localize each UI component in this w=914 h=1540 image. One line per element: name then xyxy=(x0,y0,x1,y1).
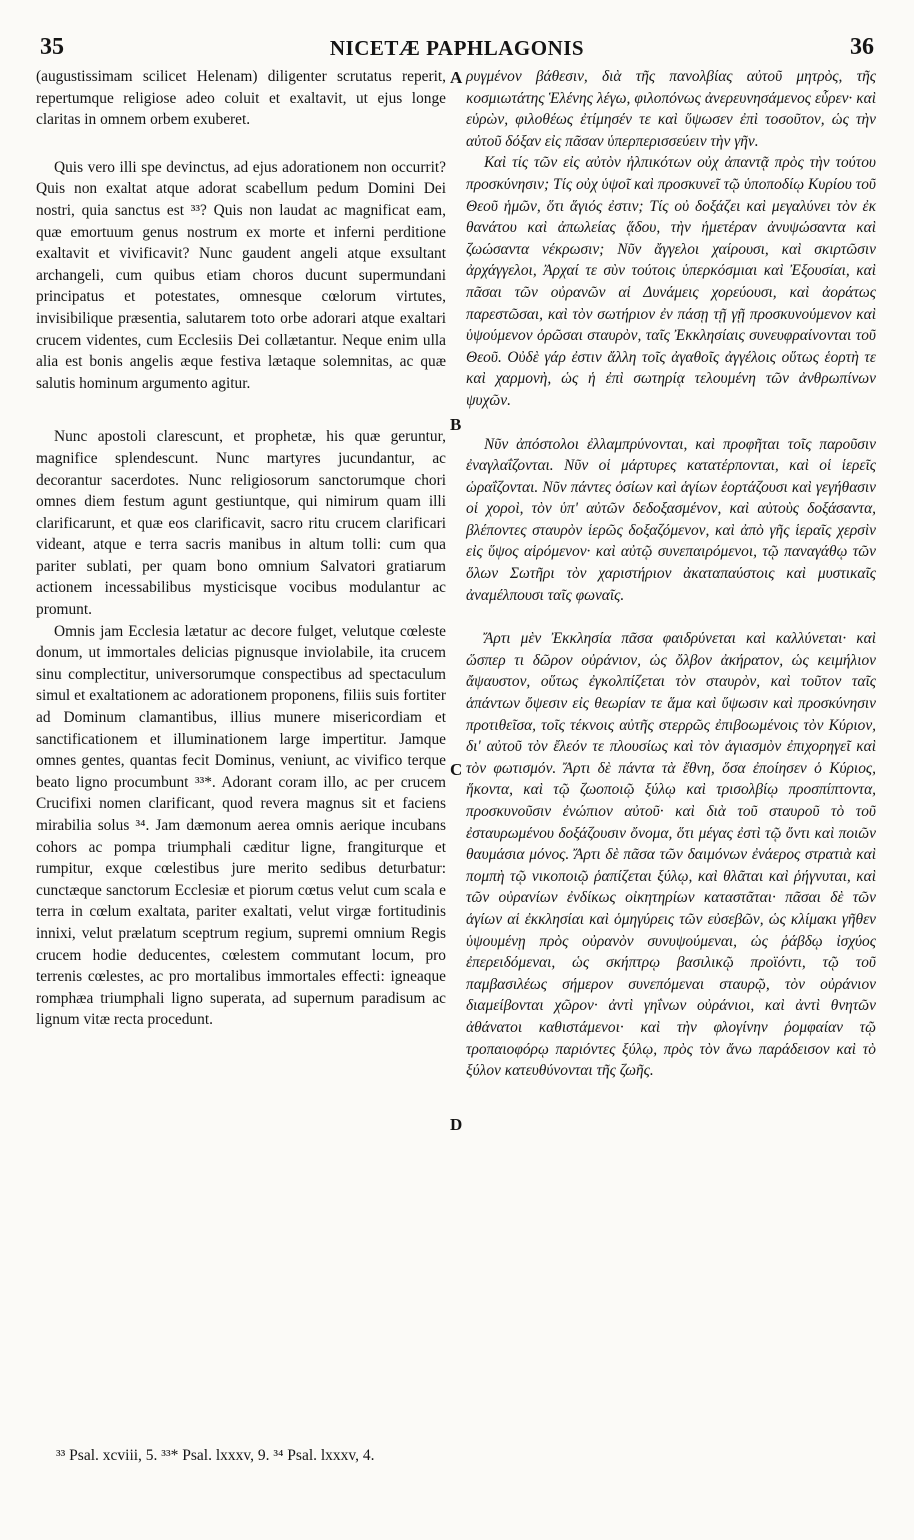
greek-paragraph-2: Καὶ τίς τῶν εἰς αὐτὸν ἠλπικότων οὐχ ἀπαντᾷ πρὸς τὴν τούτου προσκύνησιν; Τίς οὐχ ὑψοῖ καὶ προσκυνεῖ τῷ ὑποποδίῳ Κυρίου τοῦ Θεοῦ ἡμῶν, ὅτι ἅγιός ἐστιν; Τίς οὐ δοξάζει καὶ μεγαλύνει τὸν ἐκ θανάτου καὶ ἀπωλείας ᾅδου, τὴν ἡμετέραν ἀνυψώσαντα καὶ ζωώσαντα νέκρωσιν; Νῦν ἄγγελοι χαίρουσι, καὶ σκιρτῶσιν ἀρχάγγελοι, Ἀρχαί τε σὺν τούτοις ὑπερκόσμιαι καὶ Ἐξουσίαι, καὶ πᾶσαι τῶν οὐρανῶν αἱ Δυνάμεις χορεύουσι, καὶ ἀοράτως παρεστῶσαι, καὶ τὸν σωτήριον ἐν πάσῃ τῇ γῇ προσκυνούμενον καὶ ὑψούμενον ὁρῶσαι σταυρὸν, ταῖς Ἐκκλησίαις συνευφραίνονται τοῦ Θεοῦ. Οὐδὲ γάρ ἐστιν ἄλλη τοῖς ἀγαθοῖς ἀγγέλοις οὕτως ἑορτὴ τε καὶ χαρμονὴ, ὡς ἡ ἐπὶ σωτηρίᾳ τελουμένη τῶν ἀνθρωπίνων ψυχῶν. xyxy=(466,154,876,409)
page-header xyxy=(40,34,874,64)
greek-paragraph-3: Νῦν ἀπόστολοι ἐλλαμπρύνονται, καὶ προφῆται τοῖς παροῦσιν ἐναγλαΐζονται. Νῦν οἱ μάρτυρες κατατέρπονται, καὶ οἱ ἱερεῖς ὡραΐζονται. Νῦν πάντες ὁσίων καὶ ἁγίων ἑορτάζουσι καὶ γεγήθασιν οἱ χοροὶ, τὸν ὑπ' αὐτῶν δεδοξασμένον, καὶ αὐτοὺς δοξάσαντα, βλέποντες σταυρὸν ἱερῶς δοξαζόμενον, καὶ ἀπὸ γῆς ἱεραῖς χερσὶν εἰς ὕψος αἱρόμενον· καὶ αὐτῷ συνεπαιρόμενοι, τῷ παναγάθῳ τῶν ὅλων Σωτῆρι τὸν χαριστήριον ἀκαταπαύστοις καὶ μυστικαῖς ἀναμέλπουσι ταῖς φωναῖς. xyxy=(466,435,876,604)
latin-paragraph-4: Omnis jam Ecclesia lætatur ac decore fulget, velutque cœleste donum, ut immortales delicias pignusque inviolabile, ita crucem sinu complectitur, universorumque conspectibus ad spectaculum simul et exaltationem ac adorationem proponens, filiis suis fortiter ad Dominum clamantibus, illius munere misericordiam et sanctificationem et illuminationem large impertitur. Jamque omnes gentes, quantas fecit Dominus, veniunt, ac vivifico terque beato ligno procumbunt ³³*. Adorant coram illo, ac per crucem Crucifixi nomen clarificant, quod revera magnus sit et faciens mirabilia solus ³⁴. Jam dæmonum aerea omnis aerique incubans cohors ac pompa triumphali cæditur ligne, frangiturque et rumpitur, exque cœlestibus jure merito sedibus deturbatur: cunctæque sanctorum Ecclesiæ et piorum cœtus velut cum scala e terra in cœlum exaltata, pariter exaltati, velut virgæ fortitudinis innixi, velut prælatum sceptrum regium, supremi omnium Regis crucem hodie deducentes, cœlestem commutant locum, pro terrenis cœlestes, ac pro mortalibus immortales effecti: igneaque romphæa triumphali ligno superata, ad supernum paradisum ac lignum vitæ recta procedunt. xyxy=(36,622,446,1029)
page-number-left: 35 xyxy=(40,34,64,60)
footnotes: ³³ Psal. xcviii, 5. ³³* Psal. lxxxv, 9. ³⁴ Psal. lxxxv, 4. xyxy=(56,1447,375,1464)
margin-marker-b: B xyxy=(450,415,462,434)
latin-paragraph-1: (augustissimam scilicet Helenam) diligenter scrutatus reperit, repertumque religiose adeo coluit et exaltavit, ut ejus longe claritas in omnem orbem exuberet. xyxy=(36,68,446,129)
running-title: NICETÆ PAPHLAGONIS xyxy=(329,36,585,60)
margin-marker-a: A xyxy=(450,68,463,87)
latin-column xyxy=(36,66,446,1031)
greek-paragraph-1: ρυγμένον βάθεσιν, διὰ τῆς πανολβίας αὐτοῦ μητρὸς, τῆς κοσμιωτάτης Ἑλένης λέγω, φιλοπόνως ἀνερευνησάμενος εὗρεν· καὶ εὑρὼν, φιλοθέως ἐτίμησέν τε καὶ ὕψωσεν ἐπὶ τοσοῦτον, ὡς τὴν αὐτοῦ δόξαν εἰς πᾶσαν ὑπερπερισσεύειν τὴν γῆν. xyxy=(466,68,876,150)
greek-paragraph-4: Ἄρτι μὲν Ἐκκλησία πᾶσα φαιδρύνεται καὶ καλλύνεται· καὶ ὥσπερ τι δῶρον οὐράνιον, ὡς ὄλβον ἀκήρατον, ὡς κειμήλιον ἄψαυστον, οὕτως ἐγκολπίζεται τὸν σταυρὸν, καὶ τοῦτον ταῖς ἁπάντων ὄψεσιν εἰς θεωρίαν τε ἅμα καὶ ὕψωσιν καὶ προσκύνησιν προτιθεῖσα, τοῖς τέκνοις αὐτῆς στερρῶς ἐπιβοωμένοις τὸν Κύριον, δι' αὐτοῦ τὸν ἔλεόν τε πλουσίως καὶ τὸν ἁγιασμὸν ἐπιχορηγεῖ καὶ τὸν φωτισμόν. Ἄρτι δὲ πάντα τὰ ἔθνη, ὅσα ἐποίησεν ὁ Κύριος, ἥκοντα, καὶ τῷ ζωοποιῷ ξύλῳ καὶ τρισολβίῳ προσπίπτοντα, προσκυνοῦσιν ἐνώπιον αὐτοῦ· καὶ διὰ τοῦ σταυροῦ τὸ τοῦ ἐσταυρωμένου δοξάζουσιν ὄνομα, ὅτι μέγας ἐστὶ τῷ ὄντι καὶ ποιῶν θαυμάσια μόνος. Ἄρτι δὲ πᾶσα τῶν δαιμόνων ἐνάερος στρατιὰ καὶ πομπὴ τῷ νικοποιῷ ῥαπίζεται ξύλῳ, καὶ θλᾶται καὶ ῥήγνυται, καὶ τῶν οὐρανίων ἐνδίκως οἰκητηρίων καταστᾶται· πᾶσαι δὲ τῶν ἁγίων αἱ ἐκκλησίαι καὶ ὁμηγύρεις τῶν εὐσεβῶν, ὡς κλίμακι γῆθεν ὑψουμένῃ πρὸς οὐρανὸν συνυψούμεναι, ὡς ῥάβδῳ ἰσχύος ἐπερειδόμεναι, ὡς σκήπτρῳ βασιλικῷ προϊόντι, τῷ τοῦ παμβασιλέως σήμερον συνεπόμεναι σταυρῷ, τὸν οὐράνιον διαμείβονται χῶρον· ἀντὶ γηΐνων οὐράνιοι, καὶ ἀντὶ θνητῶν ἀθάνατοι καθιστάμενοι· καὶ τὴν φλογίνην ῥομφαίαν τῷ τροπαιοφόρῳ παριόντες ξύλῳ, πρὸς τὸν ἄνω παράδεισον καὶ τὸ ξύλον κατευθύνονται τῆς ζωῆς. xyxy=(466,630,876,1080)
greek-column xyxy=(466,66,876,1082)
page-number-right: 36 xyxy=(850,34,874,60)
margin-marker-c: C xyxy=(450,760,463,779)
latin-paragraph-3: Nunc apostoli clarescunt, et prophetæ, his quæ geruntur, magnifice splendescunt. Nunc martyres jucundantur, ac decorantur sacerdotes. Nunc religiosorum sanctorumque chori omnes diem festum agunt gestiuntque, qui nimirum quam illi clarificarunt, et quæ eos clarificavit, sacro ritu crucem clarificari videant, atque e terra sacris manibus in altum tolli: cum qua pariter sublati, per quam bono omnium Salvatori gratiarum actionem incessabilibus mysticisque vocibus modulantur ac promunt. xyxy=(36,428,446,619)
latin-paragraph-2: Quis vero illi spe devinctus, ad ejus adorationem non occurrit? Quis non exaltat atque adorat scabellum pedum Domini Dei nostri, quia sanctus est ³³? Quis non laudat ac magnificat eam, quæ emortuum genus nostrum ex morte et inferni perditione exaltavit et vivificavit? Nunc gaudent angeli atque exsultant archangeli, cum quibus etiam choros ducunt supermundani principatus et potestates, omnesque cœlorum virtutes, invisibilique præsentia, salutarem toto orbe adorari atque exaltari crucem videntes, cum Ecclesiis Dei collætantur. Neque enim ulla alia est bonis angelis æque festiva lætaque solemnitas, ac quæ salutis hominum argumento agitur. xyxy=(36,158,446,392)
margin-marker-d: D xyxy=(450,1115,463,1134)
